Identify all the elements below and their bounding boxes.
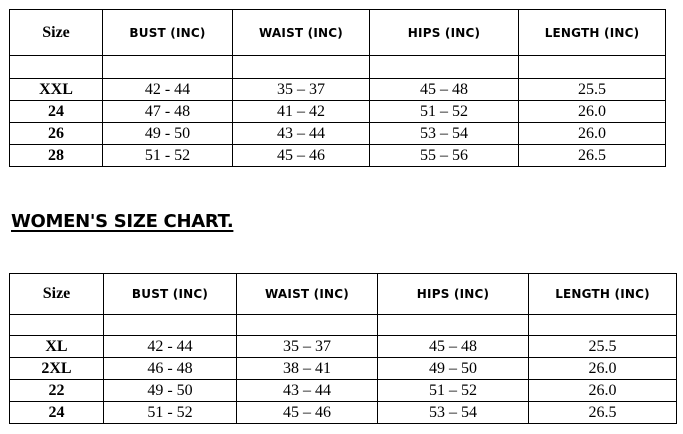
length-cell: 26.0 xyxy=(519,123,666,145)
hips-cell: 45 – 48 xyxy=(378,336,529,358)
bust-cell: 42 - 44 xyxy=(103,79,233,101)
table-blank-row xyxy=(10,56,666,79)
hips-cell: 49 – 50 xyxy=(378,358,529,380)
blank-cell xyxy=(237,315,378,336)
bust-cell: 49 - 50 xyxy=(104,380,237,402)
size-cell: XXL xyxy=(10,79,103,101)
bust-cell: 49 - 50 xyxy=(103,123,233,145)
section-heading: WOMEN'S SIZE CHART. xyxy=(11,211,234,232)
length-cell: 26.5 xyxy=(519,145,666,167)
table-row xyxy=(10,123,666,145)
header-bust: BUST (INC) xyxy=(103,10,233,56)
waist-cell: 41 – 42 xyxy=(233,101,370,123)
waist-cell: 38 – 41 xyxy=(237,358,378,380)
table-row xyxy=(10,101,666,123)
waist-cell: 43 – 44 xyxy=(237,380,378,402)
length-cell: 26.0 xyxy=(529,358,677,380)
size-cell: 22 xyxy=(10,380,104,402)
header-size: Size xyxy=(10,274,104,315)
blank-cell xyxy=(378,315,529,336)
blank-cell xyxy=(233,56,370,79)
table-row xyxy=(10,145,666,167)
hips-cell: 45 – 48 xyxy=(370,79,519,101)
table-row xyxy=(10,380,677,402)
size-chart-table-top xyxy=(9,9,666,167)
waist-cell: 43 – 44 xyxy=(233,123,370,145)
header-hips: HIPS (INC) xyxy=(370,10,519,56)
header-waist: WAIST (INC) xyxy=(237,274,378,315)
waist-cell: 45 – 46 xyxy=(233,145,370,167)
blank-cell xyxy=(10,315,104,336)
bust-cell: 42 - 44 xyxy=(104,336,237,358)
header-waist: WAIST (INC) xyxy=(233,10,370,56)
table-row xyxy=(10,79,666,101)
size-cell: 24 xyxy=(10,101,103,123)
table-blank-row xyxy=(10,315,677,336)
hips-cell: 55 – 56 xyxy=(370,145,519,167)
table-header-row xyxy=(10,274,677,315)
header-length: LENGTH (INC) xyxy=(519,10,666,56)
length-cell: 25.5 xyxy=(529,336,677,358)
header-length: LENGTH (INC) xyxy=(529,274,677,315)
header-size: Size xyxy=(10,10,103,56)
table-row xyxy=(10,358,677,380)
blank-cell xyxy=(10,56,103,79)
hips-cell: 53 – 54 xyxy=(378,402,529,424)
size-cell: 28 xyxy=(10,145,103,167)
blank-cell xyxy=(104,315,237,336)
length-cell: 26.0 xyxy=(529,380,677,402)
bust-cell: 51 - 52 xyxy=(103,145,233,167)
size-cell: 24 xyxy=(10,402,104,424)
size-chart-table-bottom xyxy=(9,273,677,424)
waist-cell: 35 – 37 xyxy=(237,336,378,358)
hips-cell: 51 – 52 xyxy=(370,101,519,123)
waist-cell: 35 – 37 xyxy=(233,79,370,101)
blank-cell xyxy=(519,56,666,79)
table-row xyxy=(10,336,677,358)
waist-cell: 45 – 46 xyxy=(237,402,378,424)
length-cell: 26.5 xyxy=(529,402,677,424)
size-cell: 26 xyxy=(10,123,103,145)
bust-cell: 46 - 48 xyxy=(104,358,237,380)
blank-cell xyxy=(103,56,233,79)
table-row xyxy=(10,402,677,424)
hips-cell: 53 – 54 xyxy=(370,123,519,145)
header-bust: BUST (INC) xyxy=(104,274,237,315)
bust-cell: 47 - 48 xyxy=(103,101,233,123)
size-cell: 2XL xyxy=(10,358,104,380)
blank-cell xyxy=(529,315,677,336)
hips-cell: 51 – 52 xyxy=(378,380,529,402)
size-cell: XL xyxy=(10,336,104,358)
blank-cell xyxy=(370,56,519,79)
table-header-row xyxy=(10,10,666,56)
length-cell: 25.5 xyxy=(519,79,666,101)
length-cell: 26.0 xyxy=(519,101,666,123)
bust-cell: 51 - 52 xyxy=(104,402,237,424)
header-hips: HIPS (INC) xyxy=(378,274,529,315)
